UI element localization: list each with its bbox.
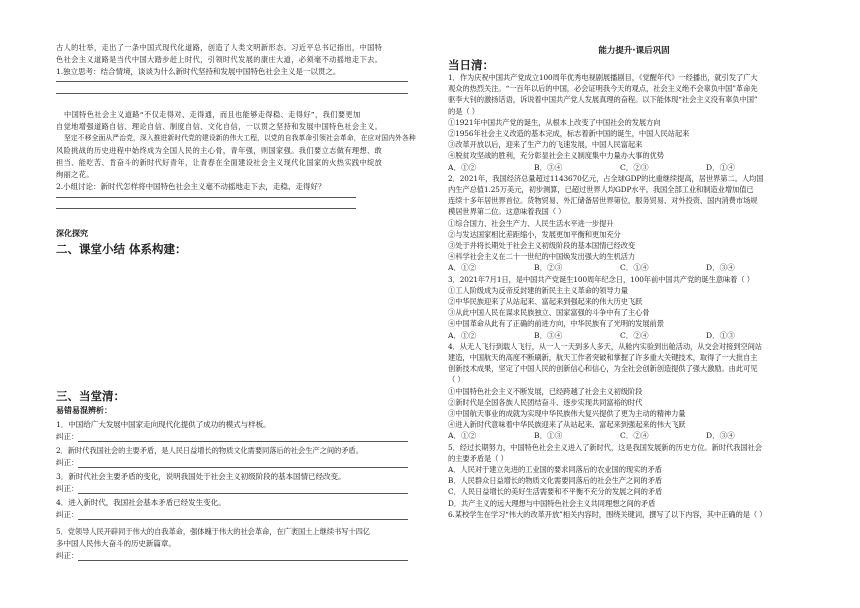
answer-option[interactable]: A．①② [448,263,477,273]
statement-item: 4．进入新时代，我国社会基本矛盾已经发生变化。 [56,498,226,507]
question-5-line: A．人民对于建立先进的工业国的要求同落后的农业国的现实的矛盾 [448,465,662,474]
question-3: 3．2021年7月1日，是中国共产党诞生100周年纪念日，100年前中国共产党的诞生意味着（ ） [448,274,754,284]
answer-option[interactable]: C．②④ [620,431,649,441]
answer-option[interactable]: C．②④ [620,330,649,340]
error-analysis-heading: 易错易混辨析： [56,406,112,415]
statement-item-continued: 多中国人民伟大奋斗的历史新篇章。 [56,539,176,548]
answer-option[interactable]: A．①② [448,162,477,172]
question-2-line: 内生产总值1.25万美元，初步测算，已超过世界人均GDP水平。我国全部工业和制造业增加值已 [448,185,754,194]
question-5-line: 的主要矛盾是（ ） [448,453,508,463]
answer-options [448,431,792,440]
question-4-line: ③中国航天事业的成就为实现中华民族伟大复兴提供了更为主动的精神力量 [448,409,686,418]
answer-option[interactable]: D．①③ [706,330,735,340]
question-3-line: ④中国革命从此有了正确的前进方向，中华民族有了光明的发展前景 [448,319,664,329]
question-3-line: ②中华民族迎来了从站起来、富起来到强起来的伟大历史飞跃 [448,297,643,306]
answer-line[interactable] [56,81,408,82]
question-5: 5．经过长期努力，中国特色社会主义进入了新时代，这是我国发展新的历史方位。新时代我国社会 [448,442,763,452]
correction-line[interactable] [78,560,408,561]
question-2: 2．2021年，我国经济总量超过1143670亿元，占全球GDP的比重继续提高，居世界第二。人均国 [448,173,764,183]
answer-line[interactable] [56,93,408,94]
answer-options [448,163,792,172]
question-6: 6.某校学生在学习“伟大的改革开放”相关内容时，围绕关键词，撰写了以下内容，其中正确的是（ ） [448,509,767,519]
question-2-line: ①综合国力、社会生产力、人民生活水平进一步提升 [448,218,614,228]
question-5-line: D．共产主义的远大理想与中国特色社会主义共同理想之间的矛盾 [448,498,656,508]
question-4-line: 创新技术成果，坚定了中国人民的创新信心和信心，为全社会创新创造提供了强大激励。由此可见 [448,364,758,374]
answer-option[interactable]: B．③④ [534,162,563,172]
reading-paragraph-line: 中国特色社会主义道路“不仅走得对、走得通，而且也能够走得稳、走得好”，我们要更加 [64,110,361,119]
answer-option[interactable]: B．③④ [534,330,563,340]
daily-review-heading: 当日清： [448,58,494,72]
statement-item: 3．新时代社会主要矛盾的变化，说明我国处于社会主义初级阶段的基本国情已经改变。 [56,472,346,481]
reading-paragraph-line: 坚定不移全面从严治党，深入推进新时代党的建设新的伟大工程，以党的自我革命引领社会革命，在应对国内外各种 [64,134,416,142]
correction-label: 纠正： [56,432,79,441]
question-4-line: ②新时代是全国各族人民团结奋斗、逐步实现共同富裕的时代 [448,397,643,407]
correction-line[interactable] [78,441,408,442]
correction-line[interactable] [78,493,408,494]
reading-paragraph-line: 担当、能吃苦、肯奋斗的新时代好青年，让青春在全面建设社会主义现代化国家的火热实践中绽放 [56,158,383,167]
correction-label: 纠正： [56,510,79,519]
intro-line: 古人的壮举，走出了一条中国式现代化道路，创造了人类文明新形态。习近平总书记指出，中国特 [56,43,383,52]
answer-option[interactable]: B．②③ [534,263,563,273]
intro-line: 色社会主义道路是当代中国大踏步赶上时代，引领时代发展的康庄大道，必须毫不动摇地走下去。 [56,55,383,64]
question-4-line: ①中国特色社会主义不断发展，已经跨越了社会主义初级阶段 [448,386,643,396]
statement-item: 5．党领导人民开辟同于伟大的自我革命，强体魄于伟大的社会革命，在广袤国土上继续书写十四亿 [56,527,371,536]
question-2-line: ④科学社会主义在二十一世纪的中国焕发出强大的生机活力 [448,252,636,262]
question-5-line: B．人民群众日益增长的物质文化需要同落后的社会生产之间的矛盾 [448,476,662,486]
statement-item: 1．中国给广大发展中国家走向现代化提供了成功的模式与样板。 [56,420,271,429]
reading-paragraph-line: 自觉地增强道路自信、理论自信、制度自信、文化自信，一以贯之坚持和发展中国特色社会主义。 [56,122,383,131]
question-group-discussion: 2.小组讨论：新时代怎样将中国特色社会主义毫不动摇地走下去，走稳、走得好？ [56,182,326,191]
answer-options [448,331,792,340]
question-3-line: ①工人阶级成为反帝反封建的新民主主义革命的领导力量 [448,285,628,295]
correction-label: 纠正： [56,484,79,493]
question-1-line: 的是（ ） [448,106,480,116]
question-4-line: ④进入新时代意味着中华民族迎来了从站起来、富起来到强起来的伟大飞跃 [448,420,686,430]
correction-label: 纠正： [56,551,79,560]
question-2-line: 连续十多年居世界首位。货物贸易、外汇储备居世界第位，服务贸易、对外投资、国内消费市场规 [448,196,758,206]
statement-item: 2．新时代我国社会的主要矛盾，是人民日益增长的物质文化需要同落后的社会生产之间的矛盾。 [56,446,363,455]
question-4: 4．从无人飞行到载人飞行，从一人一天到多人多天，从舱内实验到出舱活动，从交会对接到空间站 [448,341,763,351]
question-4-line: 建造，中国航天的高度不断刷新，航天工作者突破和掌握了许多重大关键技术，取得了一大批自主 [448,353,758,362]
question-1-line: ④脱贫攻坚战的胜利，充分彰显社会主义制度集中力量办大事的优势 [448,151,664,161]
answer-options [448,263,792,272]
reading-paragraph-line: 绚丽之花。 [56,170,94,179]
question-1-line: ③改革开放以后，迎来了生产力的飞速发展，中国人民富起来 [448,140,643,150]
question-1: 1．作为庆祝中国共产党成立100周年优秀电视剧展播剧目，《觉醒年代》一经播出，就引发了广大 [448,73,758,82]
answer-option[interactable]: D．③④ [706,263,735,273]
section-heading-in-class: 三、当堂清： [56,389,125,403]
question-independent-thinking: 1.独立思考：结合情境，谈谈为什么新时代坚持和发展中国特色社会主义是一以贯之。 [56,67,341,76]
section-title: 能力提升·课后巩固 [598,46,670,56]
question-4-line: （ ） [448,375,465,385]
question-1-line: ②1956年社会主义改造的基本完成，标志着新中国的诞生，中国人民站起来 [448,129,690,138]
question-1-line: 驱李大钊的激扬话语，诉说着中国共产党人发展真理的奋程。以下能体现“社会主义没有辜负中国” [448,95,758,105]
answer-option[interactable]: C．①④ [620,263,649,273]
answer-option[interactable]: D．①④ [706,162,735,172]
question-2-line: ②与发达国家相比差距缩小，发展更加平衡和更加充分 [448,229,621,239]
answer-option[interactable]: D．③④ [706,431,735,441]
question-5-line: C．人民日益增长的美好生活需要和不平衡不充分的发展之间的矛盾 [448,487,663,497]
answer-line[interactable] [56,197,356,198]
correction-line[interactable] [78,519,408,520]
correction-label: 纠正： [56,458,79,467]
section-heading-summary: 二、课堂小结 体系构建： [56,242,187,256]
answer-line[interactable] [56,208,356,209]
question-1-line: 观众的热烈关注。“一百年以后的中国，必会证明我今天的观点，社会主义绝不会辜负中国”革命先 [448,84,758,94]
correction-line[interactable] [78,467,408,468]
answer-option[interactable]: C．②③ [620,162,649,172]
question-3-line: ③从此中国人民在谋求民族独立、国家富强的斗争中有了主心骨 [448,308,650,318]
answer-option[interactable]: A．①② [448,330,477,340]
deep-explore-heading: 深化探究 [56,229,88,238]
answer-option[interactable]: A．①② [448,431,477,441]
question-2-line: ③处于并将长期处于社会主义初级阶段的基本国情已经改变 [448,241,636,250]
question-2-line: 模居世界第二位。这意味着我国（ ） [448,207,566,217]
reading-paragraph-line: 风险挑战的历史进程中始终成为全国人民的主心骨，青年强，则国家强。我们要立志做有理想、敢 [56,146,383,155]
answer-option[interactable]: B．①③ [534,431,563,441]
question-1-line: ①1921年中国共产党的诞生，从根本上改变了中国社会的发展方向 [448,117,661,127]
